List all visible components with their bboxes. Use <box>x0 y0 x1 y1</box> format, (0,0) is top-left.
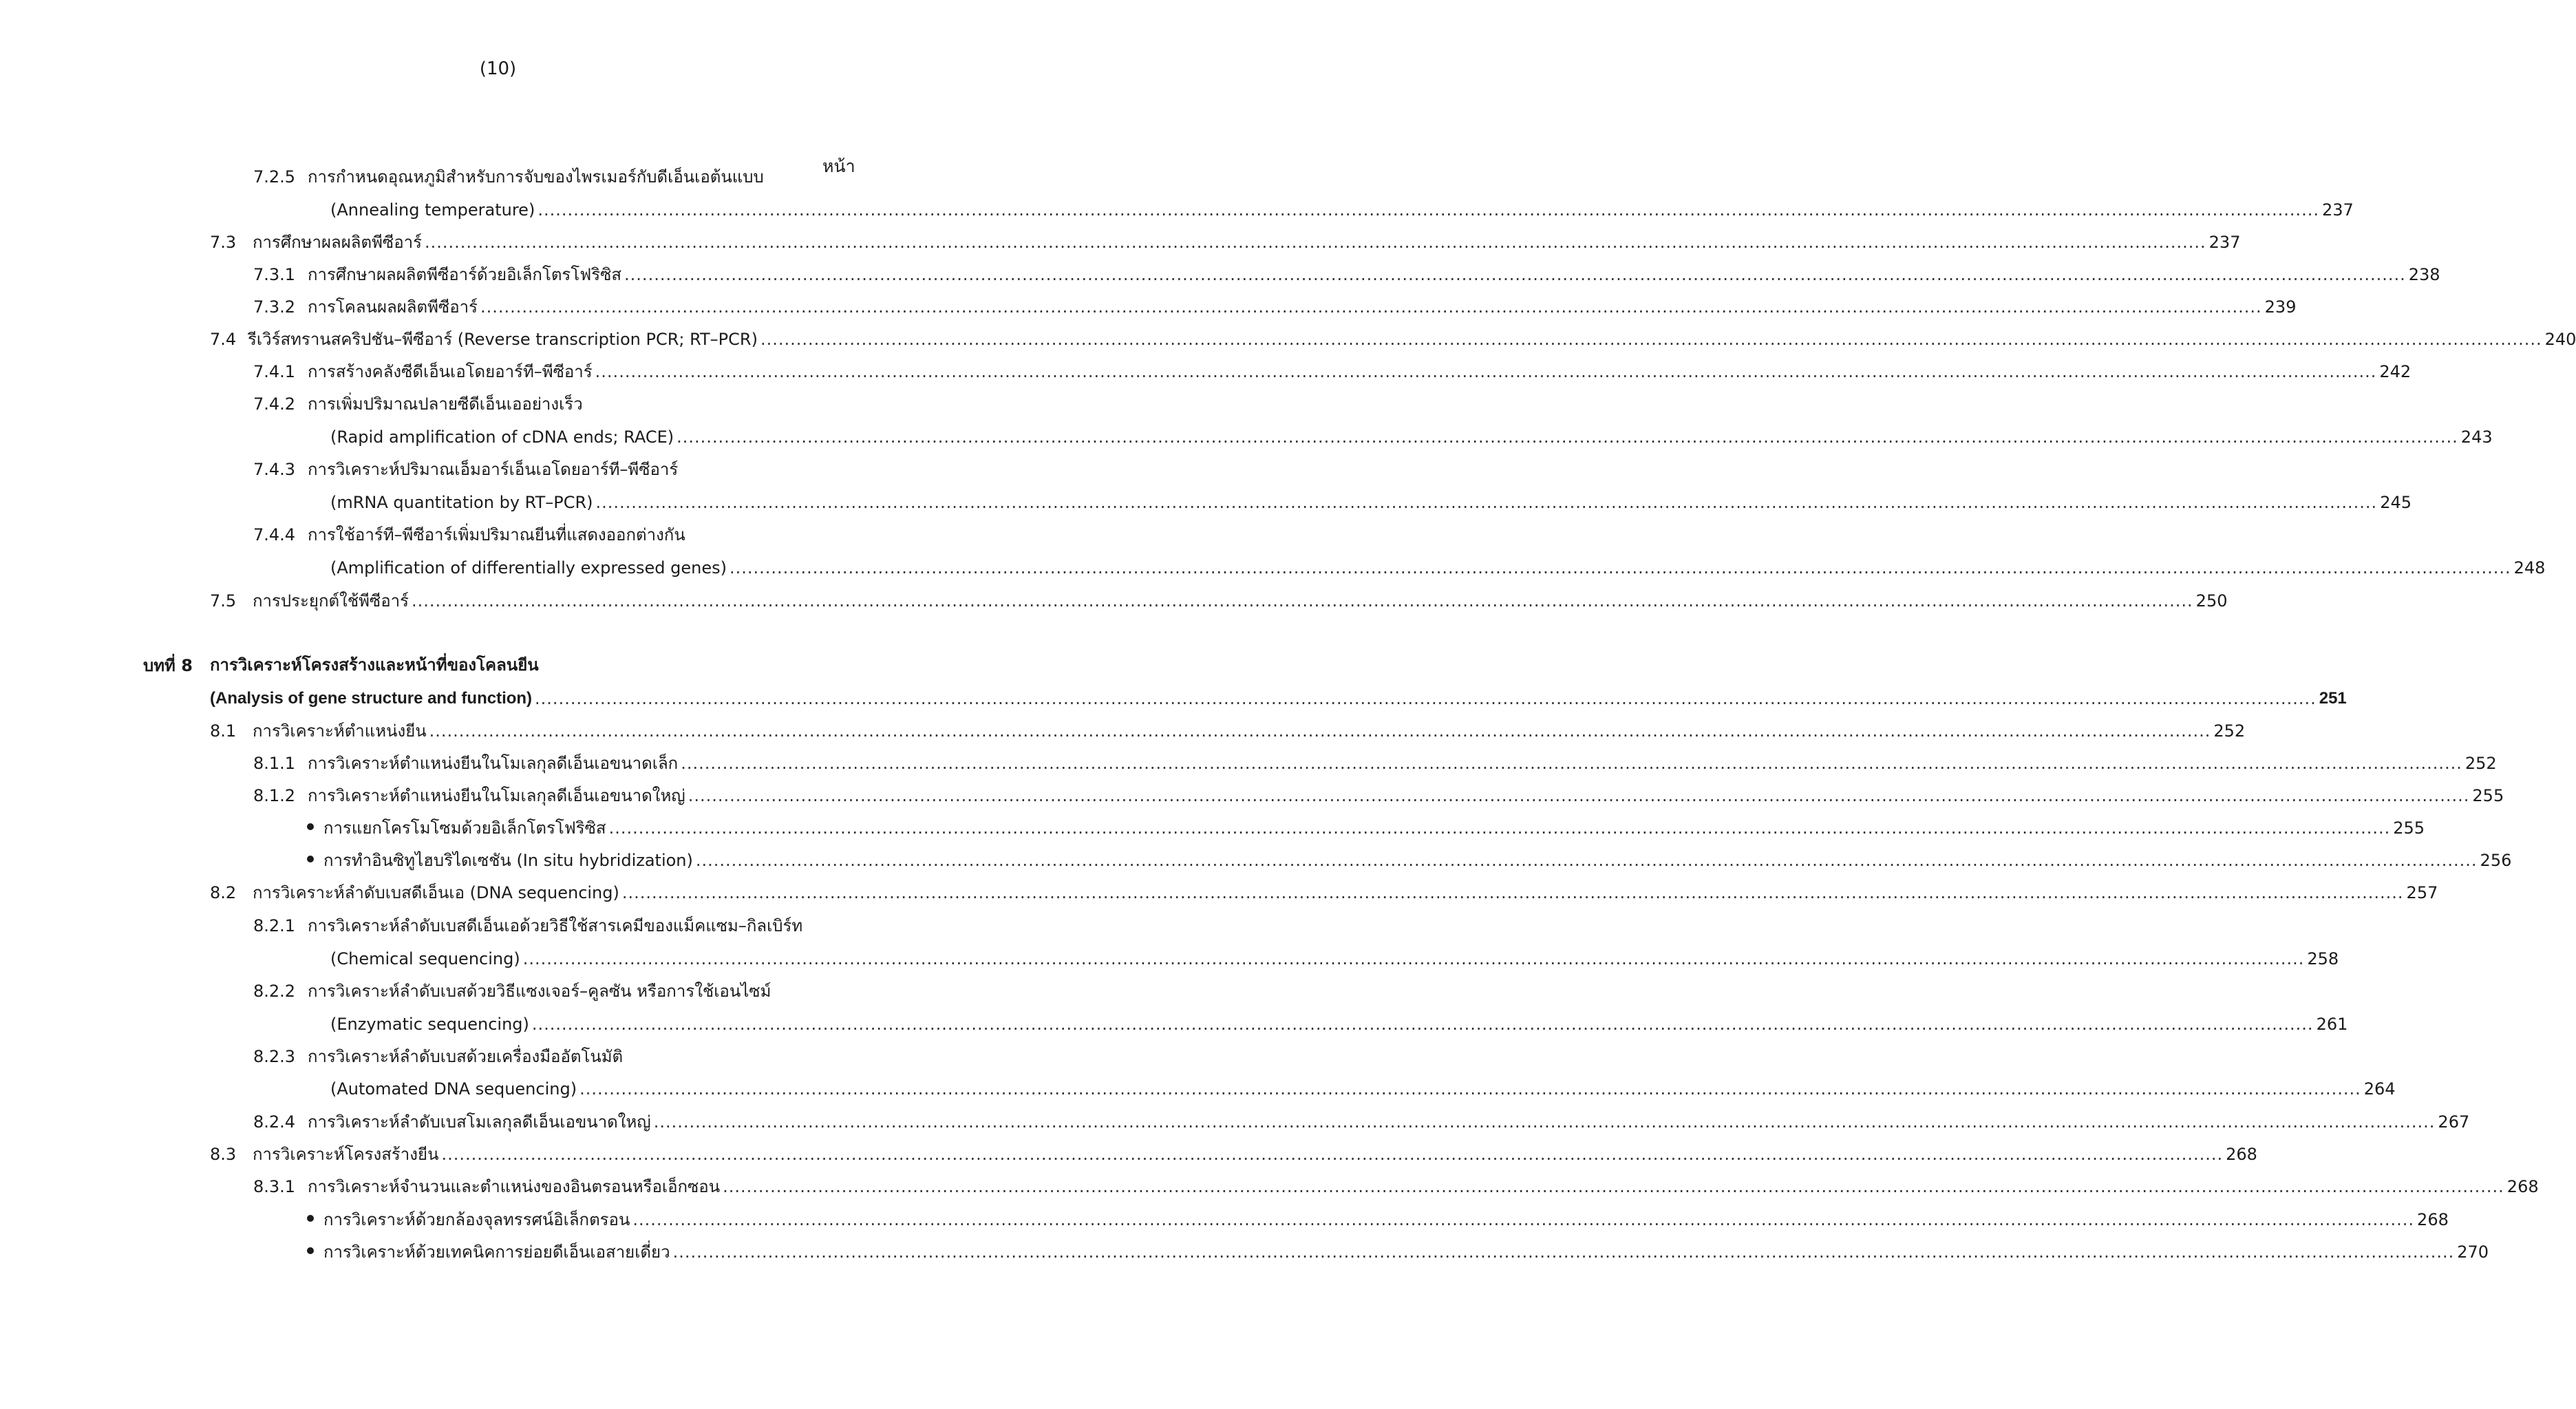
toc-entry-title: การวิเคราะห์ลำดับเบสดีเอ็นเอด้วยวิธีใช้สารเคมีของแม็คแซม–กิลเบิร์ท <box>308 916 803 935</box>
toc-entry[interactable] <box>307 1232 2489 1262</box>
toc-entry-page: 248 <box>2513 558 2546 578</box>
bullet-icon <box>307 823 314 830</box>
dot-leader: ............................................................................................................................................................................................................................................................................................................ <box>729 558 2511 578</box>
toc-entry-page: 245 <box>2380 493 2412 512</box>
toc-entry-number: 7.2.5 <box>253 167 296 187</box>
toc-entry-number: 8.1 <box>210 721 237 741</box>
toc-entry-page: 267 <box>2438 1112 2470 1132</box>
toc-entry-page: 238 <box>2408 265 2440 284</box>
toc-entry-page: 268 <box>2417 1210 2449 1229</box>
toc-entry-page: 270 <box>2457 1242 2489 1262</box>
dot-leader: ............................................................................................................................................................................................................................................................................................................ <box>632 1210 2415 1229</box>
toc-entry-title: (Annealing temperature) <box>330 200 535 220</box>
dot-leader: ............................................................................................................................................................................................................................................................................................................ <box>624 265 2406 284</box>
toc-entry-title: (Analysis of gene structure and function) <box>210 689 533 708</box>
toc-entry[interactable] <box>253 1134 2257 1165</box>
toc-entry-page: 243 <box>2460 427 2493 447</box>
toc-entry-title: การวิเคราะห์จำนวนและตำแหน่งของอินตรอนหรือเอ็กซอน <box>308 1177 721 1196</box>
toc-entry-title: การเพิ่มปริมาณปลายซีดีเอ็นเออย่างเร็ว <box>308 394 583 414</box>
dot-leader: ............................................................................................................................................................................................................................................................................................................ <box>595 362 2377 381</box>
toc-entry[interactable] <box>308 384 847 414</box>
toc-entry[interactable] <box>308 1037 847 1067</box>
dot-leader: ............................................................................................................................................................................................................................................................................................................ <box>688 786 2470 805</box>
toc-entry[interactable] <box>253 222 2241 253</box>
toc-entry-title: การกำหนดอุณหภูมิสำหรับการจับของไพรเมอร์กับดีเอ็นเอต้นแบบ <box>308 167 764 187</box>
dot-leader: ............................................................................................................................................................................................................................................................................................................ <box>412 591 2193 611</box>
dot-leader: ............................................................................................................................................................................................................................................................................................................ <box>480 297 2262 317</box>
bullet-icon <box>307 856 314 862</box>
toc-entry[interactable] <box>308 1102 2470 1132</box>
toc-entry-title: (mRNA quantitation by RT–PCR) <box>330 493 593 512</box>
dot-leader: ............................................................................................................................................................................................................................................................................................................ <box>723 1177 2504 1196</box>
toc-entry-page: 237 <box>2208 233 2241 252</box>
toc-entry-title: การใช้อาร์ที–พีซีอาร์เพิ่มปริมาณยีนที่แสดงออกต่างกัน <box>308 525 685 544</box>
toc-entry-number: 7.3 <box>210 233 237 252</box>
dot-leader: ............................................................................................................................................................................................................................................................................................................ <box>695 851 2478 870</box>
bullet-icon <box>307 1247 314 1254</box>
toc-entry[interactable] <box>308 255 2440 285</box>
toc-entry-title: รีเวิร์สทรานสคริปชัน–พีซีอาร์ (Reverse transcription PCR; RT–PCR) <box>248 330 758 349</box>
toc-entry-title: การวิเคราะห์ลำดับเบสดีเอ็นเอ (DNA sequencing) <box>253 883 619 902</box>
bullet-icon <box>307 1215 314 1222</box>
toc-entry-number: 8.3 <box>210 1145 237 1164</box>
toc-entry[interactable] <box>210 646 847 676</box>
toc-entry[interactable] <box>330 548 2546 578</box>
dot-leader: ............................................................................................................................................................................................................................................................................................................ <box>595 493 2378 512</box>
toc-entry[interactable] <box>308 971 847 1002</box>
toc-entry[interactable] <box>307 840 2512 871</box>
toc-entry-page: 251 <box>2319 689 2347 708</box>
toc-entry-number: 7.5 <box>210 591 237 611</box>
toc-entry-title: การวิเคราะห์ด้วยเทคนิคการย่อยดีเอ็นเอสายเดี่ยว <box>307 1242 670 1262</box>
toc-entry-number: 8.2.2 <box>253 982 296 1001</box>
toc-entry-title: การวิเคราะห์ตำแหน่งยีนในโมเลกุลดีเอ็นเอขนาดใหญ่ <box>308 786 685 805</box>
toc-entry-title: (Rapid amplification of cDNA ends; RACE) <box>330 427 674 447</box>
toc-entry[interactable] <box>307 808 2425 838</box>
toc-entry[interactable] <box>308 287 2297 317</box>
toc-entry-title: (Enzymatic sequencing) <box>330 1015 529 1034</box>
toc-entry-title: (Automated DNA sequencing) <box>330 1079 577 1099</box>
toc-entry-number: 8.2.1 <box>253 916 296 935</box>
toc-entry[interactable] <box>308 157 847 187</box>
page-column-header: หน้า <box>822 156 855 176</box>
toc-entry-title: การวิเคราะห์ลำดับเบสด้วยเครื่องมืออัตโนมัติ <box>308 1047 624 1066</box>
toc-entry-page: 242 <box>2379 362 2412 381</box>
toc-entry-page: 268 <box>2226 1145 2257 1164</box>
toc-entry[interactable] <box>330 417 2493 447</box>
toc-entry-number: 8.2.3 <box>253 1047 296 1066</box>
toc-entry-title: การวิเคราะห์ปริมาณเอ็มอาร์เอ็นเอโดยอาร์ที–พีซีอาร์ <box>308 460 679 479</box>
dot-leader: ............................................................................................................................................................................................................................................................................................................ <box>522 949 2305 968</box>
toc-entry[interactable] <box>253 873 2438 903</box>
toc-entry-number: 7.3.1 <box>253 265 296 284</box>
toc-entry[interactable] <box>330 939 2339 969</box>
toc-entry-page: 252 <box>2465 754 2497 773</box>
page-number: (10) <box>479 59 517 79</box>
toc-entry-page: 268 <box>2506 1177 2539 1196</box>
toc-entry-page: 239 <box>2264 297 2297 317</box>
toc-entry-number: บทที่ 8 <box>143 656 193 675</box>
toc-entry-number: 8.2 <box>210 883 237 902</box>
toc-entry[interactable] <box>248 319 2576 350</box>
toc-entry-page: 256 <box>2480 851 2512 870</box>
dot-leader: ............................................................................................................................................................................................................................................................................................................ <box>621 883 2404 902</box>
toc-entry[interactable] <box>308 906 847 936</box>
toc-entry-title: การประยุกต์ใช้พีซีอาร์ <box>253 591 409 611</box>
dot-leader: ............................................................................................................................................................................................................................................................................................................ <box>424 233 2206 252</box>
toc-entry-number: 8.3.1 <box>253 1177 296 1196</box>
toc-entry-title: การสร้างคลังซีดีเอ็นเอโดยอาร์ที–พีซีอาร์ <box>308 362 593 381</box>
dot-leader: ............................................................................................................................................................................................................................................................................................................ <box>535 689 2317 708</box>
toc-entry[interactable] <box>308 776 2504 806</box>
toc-entry[interactable] <box>330 190 2354 220</box>
toc-entry-title: (Amplification of differentially expressed genes) <box>330 558 727 578</box>
toc-entry[interactable] <box>330 1004 2348 1035</box>
toc-entry-title: การวิเคราะห์โครงสร้างยีน <box>253 1145 439 1164</box>
dot-leader: ............................................................................................................................................................................................................................................................................................................ <box>537 200 2319 220</box>
dot-leader: ............................................................................................................................................................................................................................................................................................................ <box>677 427 2458 447</box>
toc-entry-title: การวิเคราะห์ตำแหน่งยีน <box>253 721 427 741</box>
toc-entry-title: การศึกษาผลผลิตพีซีอาร์ <box>253 233 422 252</box>
toc-entry-number: 8.1.2 <box>253 786 296 805</box>
dot-leader: ............................................................................................................................................................................................................................................................................................................ <box>760 330 2542 349</box>
toc-entry[interactable] <box>330 1069 2396 1099</box>
dot-leader: ............................................................................................................................................................................................................................................................................................................ <box>579 1079 2361 1099</box>
dot-leader: ............................................................................................................................................................................................................................................................................................................ <box>441 1145 2224 1164</box>
toc-entry-title: การแยกโครโมโซมด้วยอิเล็กโตรโฟริซิส <box>307 818 606 838</box>
toc-entry-number: 8.1.1 <box>253 754 296 773</box>
toc-entry-title: การวิเคราะห์ลำดับเบสด้วยวิธีแซงเจอร์–คูลซัน หรือการใช้เอนไซม์ <box>308 982 771 1001</box>
toc-entry-title: การวิเคราะห์ลำดับเบสโมเลกุลดีเอ็นเอขนาดใหญ่ <box>308 1112 651 1132</box>
dot-leader: ............................................................................................................................................................................................................................................................................................................ <box>429 721 2211 741</box>
toc-entry-page: 264 <box>2363 1079 2396 1099</box>
dot-leader: ............................................................................................................................................................................................................................................................................................................ <box>608 818 2391 838</box>
toc-entry-title: การทำอินซิทูไฮบริไดเซชัน (In situ hybridization) <box>307 850 693 871</box>
toc-entry-page: 255 <box>2393 818 2425 838</box>
toc-entry-number: 7.4.2 <box>253 394 296 414</box>
dot-leader: ............................................................................................................................................................................................................................................................................................................ <box>672 1242 2455 1262</box>
dot-leader: ............................................................................................................................................................................................................................................................................................................ <box>531 1015 2314 1034</box>
toc-entry[interactable] <box>308 743 2497 774</box>
toc-entry[interactable] <box>330 483 2412 513</box>
toc-entry-number: 7.4.3 <box>253 460 296 479</box>
toc-entry-page: 240 <box>2544 330 2576 349</box>
toc-entry[interactable] <box>253 711 2246 741</box>
toc-entry[interactable] <box>253 581 2228 611</box>
toc-entry[interactable] <box>210 679 2347 709</box>
toc-entry-title: การศึกษาผลผลิตพีซีอาร์ด้วยอิเล็กโตรโฟริซิส <box>308 265 622 284</box>
toc-entry[interactable] <box>308 515 847 545</box>
toc-entry-title: การวิเคราะห์ตำแหน่งยีนในโมเลกุลดีเอ็นเอขนาดเล็ก <box>308 754 679 773</box>
toc-entry-page: 250 <box>2195 591 2228 611</box>
toc-entry-title: การวิเคราะห์ด้วยกล้องจุลทรรศน์อิเล็กตรอน <box>307 1209 630 1230</box>
toc-entry[interactable] <box>308 352 2412 382</box>
toc-entry-number: 7.4.1 <box>253 362 296 381</box>
toc-entry-page: 257 <box>2406 883 2438 902</box>
toc-entry-number: 8.2.4 <box>253 1112 296 1132</box>
toc-entry-number: 7.4 <box>210 330 237 349</box>
toc-entry-page: 261 <box>2316 1015 2348 1034</box>
dot-leader: ............................................................................................................................................................................................................................................................................................................ <box>681 754 2462 773</box>
toc-entry[interactable] <box>307 1200 2449 1230</box>
dot-leader: ............................................................................................................................................................................................................................................................................................................ <box>653 1112 2436 1132</box>
toc-entry-title: การโคลนผลผลิตพีซีอาร์ <box>308 297 478 317</box>
toc-entry-page: 255 <box>2472 786 2504 805</box>
toc-entry-page: 252 <box>2213 721 2246 741</box>
toc-entry-title: (Chemical sequencing) <box>330 949 520 968</box>
toc-entry[interactable] <box>308 449 847 480</box>
toc-entry-title: การวิเคราะห์โครงสร้างและหน้าที่ของโคลนยีน <box>210 656 539 675</box>
toc-entry[interactable] <box>308 1167 2539 1197</box>
toc-entry-number: 7.3.2 <box>253 297 296 317</box>
toc-entry-number: 7.4.4 <box>253 525 296 544</box>
toc-entry-page: 258 <box>2307 949 2339 968</box>
toc-entry-page: 237 <box>2321 200 2354 220</box>
